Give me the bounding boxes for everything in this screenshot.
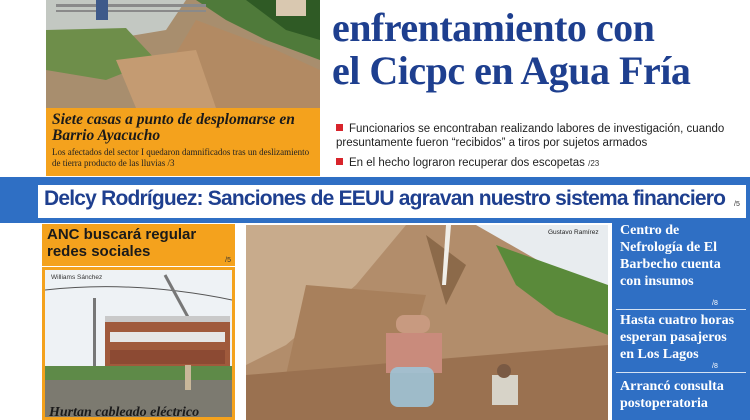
right-column-divider (616, 309, 746, 310)
headline-line-1: enfrentamiento con (332, 5, 655, 50)
lead-bullet-1 (336, 123, 746, 150)
bullet-square-icon (336, 158, 343, 165)
bullet-1-text: Funcionarios se encontraban realizando labores de investigación, cuando presuntamente fueron “recibidos” a tiros por sujetos armados (336, 123, 725, 149)
lead-bullet-2 (336, 157, 746, 171)
landslide-houses-photo (46, 0, 320, 108)
left-photo-credit: Williams Sánchez (51, 274, 103, 281)
right-item-los-lagos-page: /8 (712, 363, 718, 370)
main-photo-credit: Gustavo Ramírez (548, 229, 599, 236)
top-caption-title: Siete casas a punto de desplomarse en Barrio Ayacucho (52, 111, 295, 144)
lead-headline[interactable] (332, 0, 747, 92)
water-carrier-illustration (246, 225, 608, 420)
right-item-los-lagos[interactable]: Hasta cuatro horas esperan pasajeros en Los Lagos (620, 313, 735, 362)
bullet-square-icon (336, 124, 343, 131)
anc-title: ANC buscará regular redes sociales (47, 226, 197, 260)
banner-page: /5 (734, 201, 740, 208)
headline-line-2: el Cicpc en Agua Fría (332, 48, 691, 93)
anc-story[interactable] (42, 224, 235, 266)
landslide-houses-illustration (46, 0, 320, 108)
left-photo-caption: Hurtan cableado eléctrico (49, 405, 200, 417)
bullet-2-text: En el hecho lograron recuperar dos escopetas (349, 157, 585, 169)
bullet-2-page: /23 (588, 159, 600, 168)
right-item-nefrologia-page: /8 (712, 300, 718, 307)
right-column-divider (616, 372, 746, 373)
top-caption-text: Los afectados del sector I quedaron damnificados tras un deslizamiento de tierra producto de las lluvias /3 (52, 147, 310, 168)
cable-theft-story[interactable] (42, 267, 235, 420)
banner-headline[interactable]: Delcy Rodríguez: Sanciones de EEUU agravan nuestro sistema financiero (44, 187, 726, 210)
right-item-nefrologia[interactable]: Centro de Nefrología de El Barbecho cuenta con insumos (620, 223, 721, 289)
top-photo-caption[interactable] (46, 108, 320, 176)
cable-building-photo (45, 270, 232, 417)
cable-building-illustration (45, 270, 232, 417)
anc-page: /5 (225, 257, 231, 264)
water-carrier-photo[interactable] (246, 225, 608, 420)
right-item-postoperatoria[interactable]: Arrancó consulta postoperatoria (620, 379, 724, 411)
